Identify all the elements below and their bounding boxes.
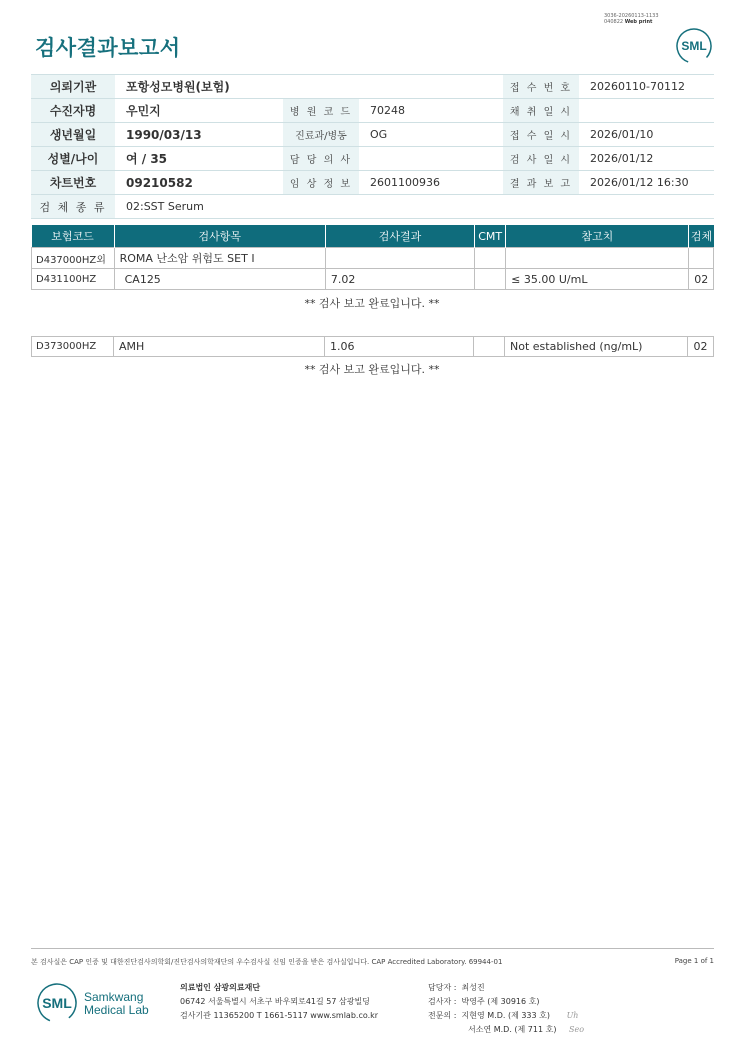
row-specimen: 02 [688,337,714,357]
doctor-label: 담 당 의 사 [283,147,359,171]
signature-1: Uh [566,1011,579,1020]
request-org-value: 포항성모병원(보험) [115,75,503,99]
info-row [31,99,714,123]
row-item: CA125 [114,269,325,290]
accession-label: 접 수 번 호 [503,75,579,99]
birth-label: 생년월일 [31,123,115,147]
signature-2: Seo [569,1025,585,1034]
col-header-cmt: CMT [475,225,506,248]
info-row [31,75,714,99]
doctor-value [359,147,503,171]
staff-label-3: 전문의 : [428,1011,457,1020]
org-address: 06742 서울특별시 서초구 바우뫼로41길 57 삼광빌딩 [180,997,370,1006]
info-row [31,123,714,147]
row-ref: Not established (ng/mL) [505,337,688,357]
print-meta [604,13,659,25]
row-code: D437000HZ외 [32,248,115,269]
sml-logo-icon [675,27,713,65]
row-result [325,248,474,269]
col-header-ref: 참고치 [506,225,689,248]
request-org-label: 의뢰기관 [31,75,115,99]
collection-time-label: 채 취 일 시 [503,99,579,123]
samkwang-logo-name1: Samkwang [84,990,144,1004]
specimen-type-label: 검 체 종 류 [31,195,115,219]
patient-name-label: 수진자명 [31,99,115,123]
report-complete-note: ** 검사 보고 완료입니다. ** [304,297,440,310]
org-contact: 검사기관 11365200 T 1661-5117 www.smlab.co.kr [180,1011,379,1020]
info-row [31,171,714,195]
row-code: D431100HZ [32,269,115,290]
staff-label-2: 검사자 : [428,997,457,1006]
org-name: 의료법인 삼광의료재단 [180,983,261,992]
col-header-specimen: 검체 [689,225,714,248]
results-header-row [32,225,714,248]
patient-info-table [31,74,714,219]
samkwang-logo-name2: Medical Lab [84,1003,149,1017]
collection-time-value [579,99,714,123]
organization-info [180,981,378,1023]
info-row [31,195,714,219]
clinical-info-value: 2601100936 [359,171,503,195]
print-meta-code: 040822 [604,19,624,25]
row-cmt [475,248,506,269]
staff-4: 서소연 M.D. (제 711 호) [468,1025,557,1034]
table-row [32,248,714,269]
hospital-code-value: 70248 [359,99,503,123]
footer-divider [31,948,714,949]
received-value: 2026/01/10 [579,123,714,147]
report-title: 검사결과보고서 [35,36,181,60]
specimen-type-value: 02:SST Serum [115,195,714,219]
staff-2: 박영주 (제 30916 호) [461,997,540,1006]
table-row [32,269,714,290]
staff-3: 지현영 M.D. (제 333 호) [461,1011,551,1020]
results-table [31,225,714,290]
row-ref: ≤ 35.00 U/mL [506,269,689,290]
certification-note: 본 검사실은 CAP 인증 및 대한진단검사의학회/진단검사의학재단의 우수검사실 신임 인증을 받은 검사실입니다. CAP Accredited Laboratory. 69944-01 [31,958,503,966]
row-specimen [689,248,714,269]
chart-no-label: 차트번호 [31,171,115,195]
department-value: OG [359,123,503,147]
sex-age-label: 성별/나이 [31,147,115,171]
report-time-value: 2026/01/12 16:30 [579,171,714,195]
samkwang-logo-sml: SML [42,995,72,1011]
samkwang-logo [36,982,166,1032]
col-header-result: 검사결과 [325,225,474,248]
staff-info [428,981,584,1037]
staff-label-1: 담당자 : [428,983,457,992]
birth-value: 1990/03/13 [115,123,283,147]
col-header-code: 보험코드 [32,225,115,248]
sex-age-value: 여 / 35 [115,147,283,171]
report-time-label: 결 과 보 고 [503,171,579,195]
print-meta-line1: 3036-20260113-1133 [604,13,659,19]
info-row [31,147,714,171]
patient-name-value: 우민지 [115,99,283,123]
row-specimen: 02 [689,269,714,290]
test-date-value: 2026/01/12 [579,147,714,171]
samkwang-logo-icon [36,982,166,1028]
col-header-item: 검사항목 [114,225,325,248]
test-date-label: 검 사 일 시 [503,147,579,171]
report-complete-note-2: ** 검사 보고 완료입니다. ** [304,363,440,376]
clinical-info-label: 임 상 정 보 [283,171,359,195]
accession-value: 20260110-70112 [579,75,714,99]
results-table-2 [31,336,714,357]
staff-1: 최성진 [461,983,485,992]
row-cmt [474,337,505,357]
chart-no-value: 09210582 [115,171,283,195]
print-meta-label: Web print [624,19,653,25]
row-result: 7.02 [325,269,474,290]
row-result: 1.06 [325,337,474,357]
row-cmt [475,269,506,290]
department-label: 진료과/병동 [283,123,359,147]
row-code: D373000HZ [32,337,114,357]
page-number: Page 1 of 1 [674,957,714,965]
row-item: ROMA 난소암 위험도 SET I [114,248,325,269]
row-ref [506,248,689,269]
row-item: AMH [114,337,325,357]
hospital-code-label: 병 원 코 드 [283,99,359,123]
received-label: 접 수 일 시 [503,123,579,147]
sml-logo-text: SML [681,39,707,53]
table-row [32,337,714,357]
